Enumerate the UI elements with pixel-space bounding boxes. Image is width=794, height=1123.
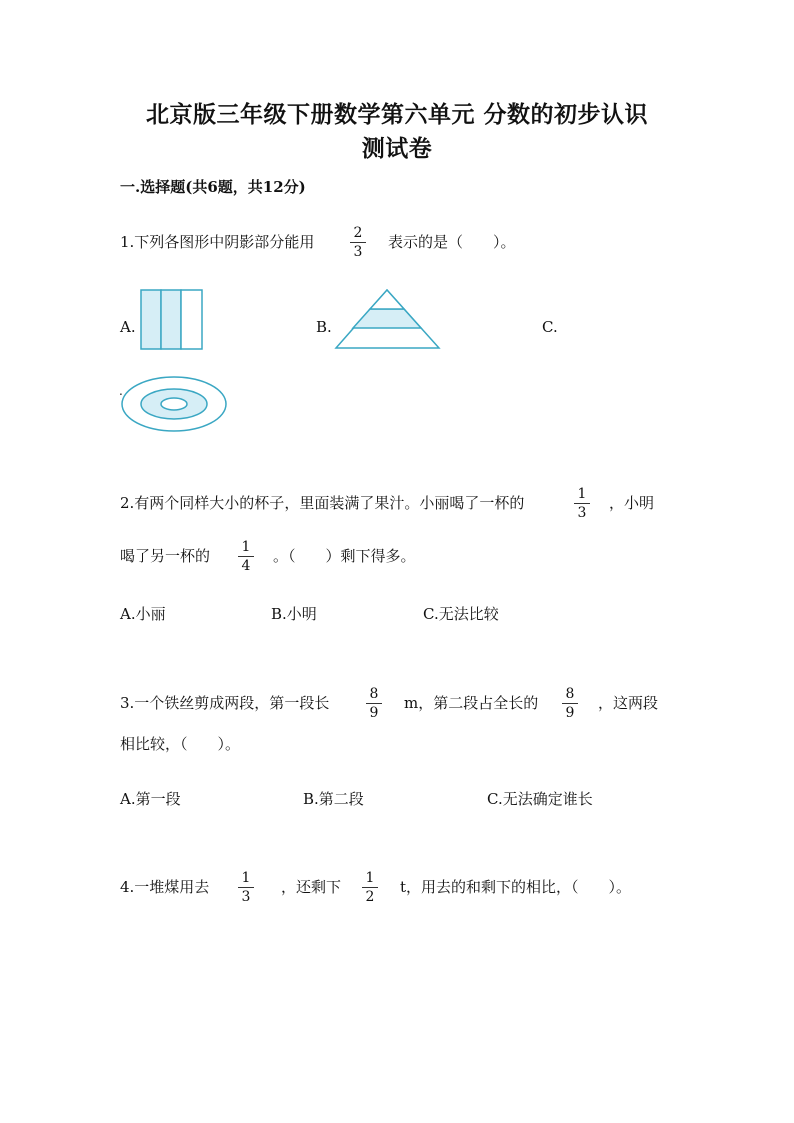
q1-fraction-bar <box>350 242 366 243</box>
q2-fraction-numerator: 1 <box>577 486 587 502</box>
q4-fraction-2-bar <box>362 887 378 888</box>
q1-fraction <box>346 225 370 260</box>
q3-stem-mid: m，第二段占全长的 <box>404 694 539 712</box>
q2-fraction-2-numerator: 1 <box>241 539 251 555</box>
q3-fraction-bar <box>366 703 382 704</box>
q3-fraction-2-denominator: 9 <box>565 705 575 721</box>
q2-fraction-denominator: 3 <box>577 505 587 521</box>
q1-stem-after: 表示的是（ ）。 <box>388 233 516 251</box>
page-title: 北京版三年级下册数学第六单元 分数的初步认识 <box>145 101 648 128</box>
q1-fraction-numerator: 2 <box>353 225 363 241</box>
triangle-layers-shape <box>335 288 441 350</box>
q2-fraction-2 <box>234 539 258 574</box>
q4-stem-after: t，用去的和剩下的相比，（ ）。 <box>400 878 632 896</box>
q3-fraction-denominator: 9 <box>369 705 379 721</box>
q3-stem-after: ，这两段 <box>598 694 659 712</box>
q3-fraction-2 <box>558 686 582 721</box>
q2-line2-after: 。（ ）剩下得多。 <box>273 547 416 565</box>
q2-line2-before: 喝了另一杯的 <box>120 547 211 565</box>
q1-fraction-denominator: 3 <box>353 244 363 260</box>
q1-stem-before: 1.下列各图形中阴影部分能用 <box>120 233 315 251</box>
section-heading: 一.选择题(共6题，共12分) <box>120 178 306 196</box>
q1-stray-mark: . <box>119 384 123 398</box>
rectangle-thirds-shape <box>140 289 204 351</box>
concentric-ellipses-shape <box>120 376 228 434</box>
q1-option-b-label: B. <box>316 318 332 336</box>
q2-option-b: B.小明 <box>271 605 317 623</box>
q2-option-a: A.小丽 <box>120 605 166 623</box>
q4-fraction-2-numerator: 1 <box>365 870 375 886</box>
q2-stem-after: ，小明 <box>609 494 655 512</box>
q3-option-a: A.第一段 <box>120 790 181 808</box>
q3-option-c: C.无法确定谁长 <box>487 790 593 808</box>
q2-option-c: C.无法比较 <box>423 605 499 623</box>
q4-fraction-numerator: 1 <box>241 870 251 886</box>
page-subtitle: 测试卷 <box>361 135 433 162</box>
q4-stem-before: 4.一堆煤用去 <box>120 878 210 896</box>
q2-stem-before: 2.有两个同样大小的杯子，里面装满了果汁。小丽喝了一杯的 <box>120 494 525 512</box>
q2-fraction-2-denominator: 4 <box>241 558 251 574</box>
q2-fraction-2-bar <box>238 556 254 557</box>
q3-fraction <box>362 686 386 721</box>
q2-fraction-bar <box>574 503 590 504</box>
q3-stem-before: 3.一个铁丝剪成两段，第一段长 <box>120 694 330 712</box>
q4-fraction-denominator: 3 <box>241 889 251 905</box>
q3-fraction-2-bar <box>562 703 578 704</box>
q2-fraction <box>570 486 594 521</box>
q4-fraction-bar <box>238 887 254 888</box>
q1-option-c-label: C. <box>542 318 558 336</box>
q4-stem-mid: ，还剩下 <box>281 878 342 896</box>
q3-fraction-numerator: 8 <box>369 686 379 702</box>
q4-fraction <box>234 870 258 905</box>
q1-option-a-label: A. <box>120 318 136 336</box>
q3-fraction-2-numerator: 8 <box>565 686 575 702</box>
q4-fraction-2 <box>358 870 382 905</box>
q3-line2: 相比较，（ ）。 <box>120 735 241 753</box>
q4-fraction-2-denominator: 2 <box>365 889 375 905</box>
q3-option-b: B.第二段 <box>303 790 364 808</box>
